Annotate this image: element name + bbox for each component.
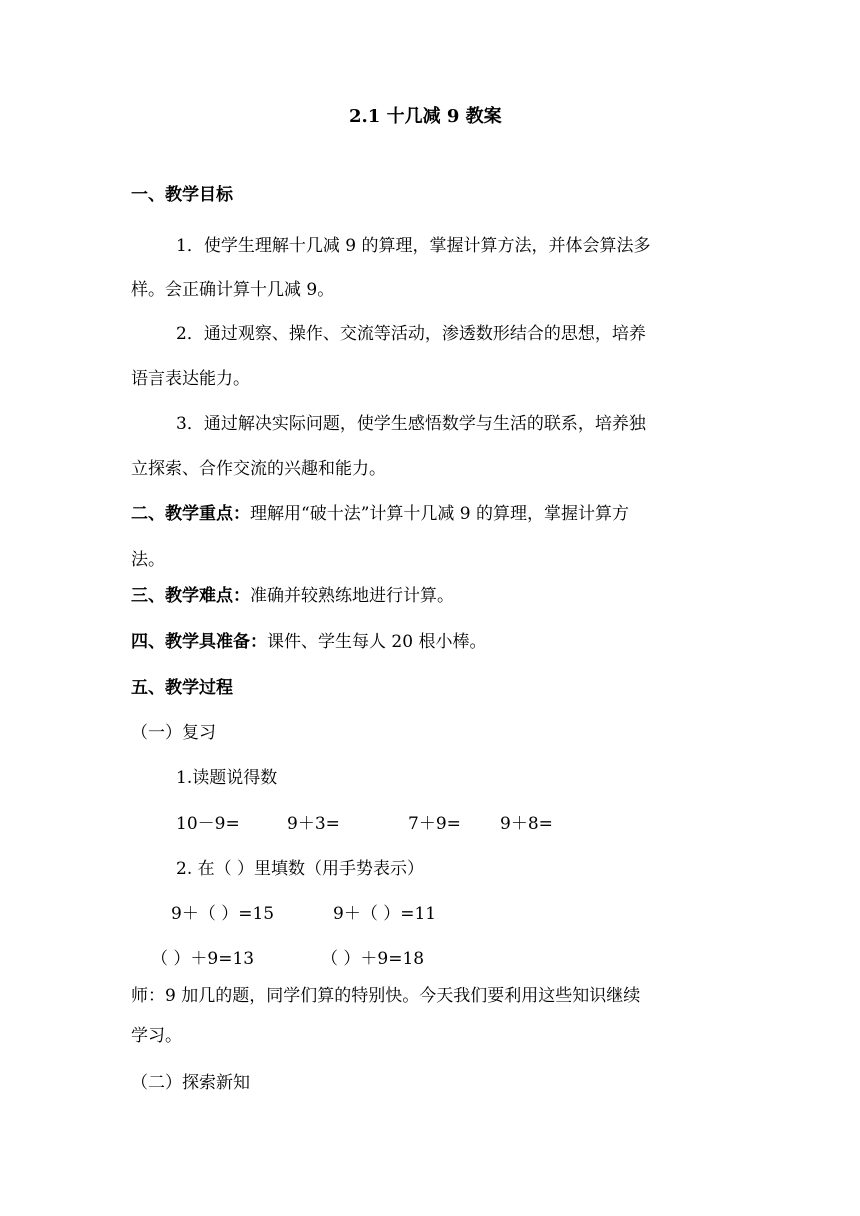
section-heading-objectives: 一、教学目标 [131, 185, 233, 205]
key-points-label: 二、教学重点： [131, 504, 250, 524]
q1-item-3: 7＋9= [408, 814, 461, 834]
explore-heading: （二）探索新知 [131, 1073, 250, 1093]
teaching-aids [131, 634, 486, 651]
question-1: 1.读题说得数 [176, 768, 278, 788]
key-points [131, 506, 629, 523]
difficulties-label: 三、教学难点： [131, 586, 250, 606]
review-heading: （一）复习 [131, 723, 216, 743]
teacher-remark-line1: 师：9 加几的题，同学们算的特别快。今天我们要利用这些知识继续 [131, 986, 641, 1006]
q2-item-4: （ ）＋9=18 [321, 949, 425, 969]
difficulties [131, 588, 454, 605]
objective-2-line1: 2．通过观察、操作、交流等活动，渗透数形结合的思想，培养 [176, 324, 646, 344]
q1-item-1: 10－9= [176, 814, 240, 834]
objective-1-line1: 1．使学生理解十几减 9 的算理，掌握计算方法，并体会算法多 [176, 236, 651, 256]
section-heading-process: 五、教学过程 [131, 678, 233, 698]
teacher-remark-line2: 学习。 [131, 1026, 182, 1046]
objective-3-line2: 立探索、合作交流的兴趣和能力。 [131, 459, 386, 479]
q2-item-3: （ ）＋9=13 [151, 949, 255, 969]
teaching-aids-text: 课件、学生每人 20 根小棒。 [267, 632, 487, 652]
teaching-aids-label: 四、教学具准备： [131, 632, 267, 652]
document-title: 2.1 十几减 9 教案 [349, 106, 502, 127]
q1-item-2: 9＋3= [287, 814, 340, 834]
key-points-text: 理解用“破十法”计算十几减 9 的算理，掌握计算方 [250, 504, 630, 524]
key-points-line2: 法。 [131, 550, 165, 570]
q1-item-4: 9＋8= [500, 814, 553, 834]
objective-1-line2: 样。会正确计算十几减 9。 [131, 280, 335, 300]
objective-3-line1: 3．通过解决实际问题，使学生感悟数学与生活的联系，培养独 [176, 414, 646, 434]
objective-2-line2: 语言表达能力。 [131, 369, 250, 389]
q2-item-1: 9＋（ ）=15 [171, 904, 275, 924]
q2-item-2: 9＋（ ）=11 [333, 904, 437, 924]
question-2: 2. 在（ ）里填数（用手势表示） [176, 859, 425, 879]
difficulties-text: 准确并较熟练地进行计算。 [250, 586, 454, 606]
